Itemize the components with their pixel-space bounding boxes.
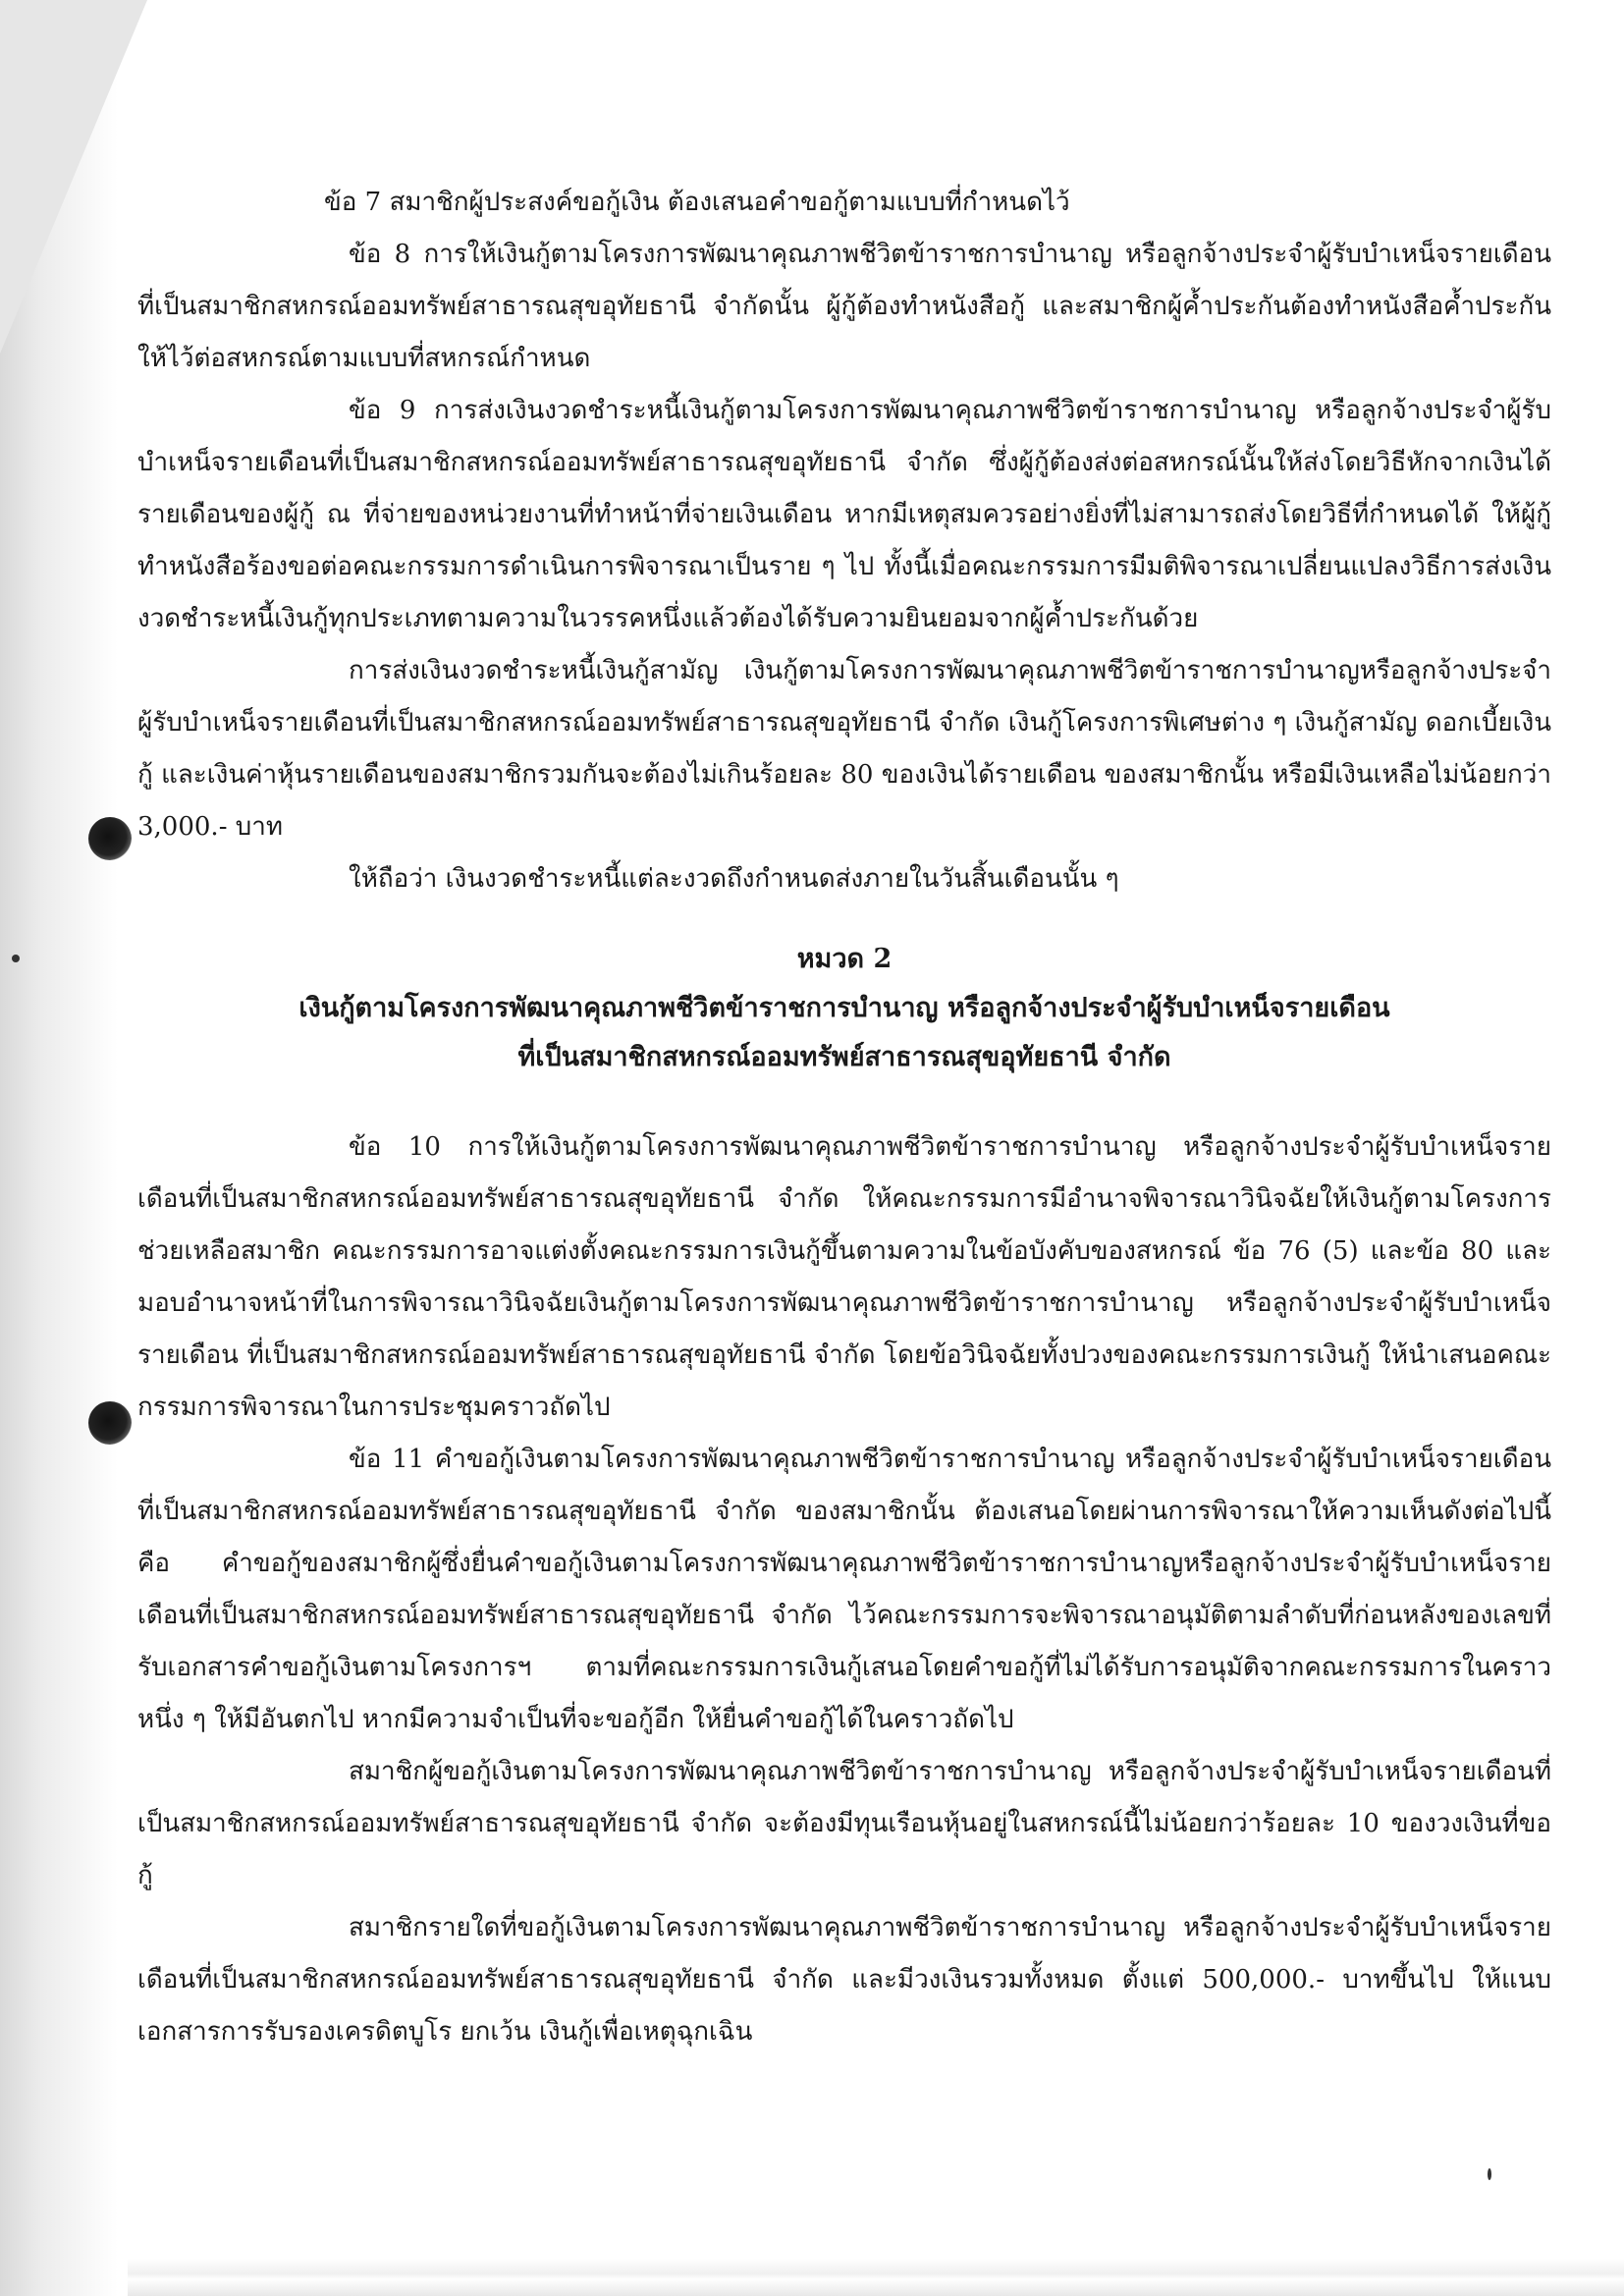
chapter-number: หมวด 2 xyxy=(796,944,893,974)
clause-8: ข้อ 8 การให้เงินกู้ตามโครงการพัฒนาคุณภาพชีวิตข้าราชการบำนาญ หรือลูกจ้างประจำผู้รับบำเหน็จรายเดือนที่เป็นสมาชิกสหกรณ์ออมทรัพย์สาธารณสุขอุทัยธานี จำกัดนั้น ผู้กู้ต้องทำหนังสือกู้ และสมาชิกผู้ค้ำประกันต้องทำหนังสือค้ำประกันให้ไว้ต่อสหกรณ์ตามแบบที่สหกรณ์กำหนด xyxy=(137,240,1551,373)
page-stack-edge xyxy=(128,2259,1624,2296)
chapter-heading xyxy=(137,935,1551,1082)
scan-speck xyxy=(12,955,20,962)
clause-11: ข้อ 11 คำขอกู้เงินตามโครงการพัฒนาคุณภาพชีวิตข้าราชการบำนาญ หรือลูกจ้างประจำผู้รับบำเหน็จรายเดือนที่เป็นสมาชิกสหกรณ์ออมทรัพย์สาธารณสุขอุทัยธานี จำกัด ของสมาชิกนั้น ต้องเสนอโดยผ่านการพิจารณาให้ความเห็นดังต่อไปนี้ คือ คำขอกู้ของสมาชิกผู้ซึ่งยื่นคำขอกู้เงินตามโครงการพัฒนาคุณภาพชีวิตข้าราชการบำนาญหรือลูกจ้างประจำผู้รับบำเหน็จรายเดือนที่เป็นสมาชิกสหกรณ์ออมทรัพย์สาธารณสุขอุทัยธานี จำกัด ไว้คณะกรรมการจะพิจารณาอนุมัติตามลำดับที่ก่อนหลังของเลขที่รับเอกสารคำขอกู้เงินตามโครงการฯ ตามที่คณะกรรมการเงินกู้เสนอโดยคำขอกู้ที่ไม่ได้รับการอนุมัติจากคณะกรรมการในคราวหนึ่ง ๆ ให้มีอันตกไป หากมีความจำเป็นที่จะขอกู้อีก ให้ยื่นคำขอกู้ได้ในคราวถัดไป xyxy=(137,1445,1551,1734)
clause-10: ข้อ 10 การให้เงินกู้ตามโครงการพัฒนาคุณภาพชีวิตข้าราชการบำนาญ หรือลูกจ้างประจำผู้รับบำเหน็จรายเดือนที่เป็นสมาชิกสหกรณ์ออมทรัพย์สาธารณสุขอุทัยธานี จำกัด ให้คณะกรรมการมีอำนาจพิจารณาวินิจฉัยให้เงินกู้ตามโครงการช่วยเหลือสมาชิก คณะกรรมการอาจแต่งตั้งคณะกรรมการเงินกู้ขึ้นตามความในข้อบังคับของสหกรณ์ ข้อ 76 (5) และข้อ 80 และมอบอำนาจหน้าที่ในการพิจารณาวินิจฉัยเงินกู้ตามโครงการพัฒนาคุณภาพชีวิตข้าราชการบำนาญ หรือลูกจ้างประจำผู้รับบำเหน็จรายเดือน ที่เป็นสมาชิกสหกรณ์ออมทรัพย์สาธารณสุขอุทัยธานี จำกัด โดยข้อวินิจฉัยทั้งปวงของคณะกรรมการเงินกู้ ให้นำเสนอคณะกรรมการพิจารณาในการประชุมคราวถัดไป xyxy=(137,1132,1551,1422)
corner-fold xyxy=(0,0,147,354)
clause-11-paragraph-2: สมาชิกผู้ขอกู้เงินตามโครงการพัฒนาคุณภาพชีวิตข้าราชการบำนาญ หรือลูกจ้างประจำผู้รับบำเหน็จรายเดือนที่เป็นสมาชิกสหกรณ์ออมทรัพย์สาธารณสุขอุทัยธานี จำกัด จะต้องมีทุนเรือนหุ้นอยู่ในสหกรณ์นี้ไม่น้อยกว่าร้อยละ 10 ของวงเงินที่ขอกู้ xyxy=(137,1757,1551,1890)
scan-speck xyxy=(1488,2168,1491,2180)
clause-9: ข้อ 9 การส่งเงินงวดชำระหนี้เงินกู้ตามโครงการพัฒนาคุณภาพชีวิตข้าราชการบำนาญ หรือลูกจ้างประจำผู้รับบำเหน็จรายเดือนที่เป็นสมาชิกสหกรณ์ออมทรัพย์สาธารณสุขอุทัยธานี จำกัด ซึ่งผู้กู้ต้องส่งต่อสหกรณ์นั้นให้ส่งโดยวิธีหักจากเงินได้รายเดือนของผู้กู้ ณ ที่จ่ายของหน่วยงานที่ทำหน้าที่จ่ายเงินเดือน หากมีเหตุสมควรอย่างยิ่งที่ไม่สามารถส่งโดยวิธีที่กำหนดได้ ให้ผู้กู้ทำหนังสือร้องขอต่อคณะกรรมการดำเนินการพิจารณาเป็นราย ๆ ไป ทั้งนี้เมื่อคณะกรรมการมีมติพิจารณาเปลี่ยนแปลงวิธีการส่งเงินงวดชำระหนี้เงินกู้ทุกประเภทตามความในวรรคหนึ่งแล้วต้องได้รับความยินยอมจากผู้ค้ำประกันด้วย xyxy=(137,396,1551,633)
document-page xyxy=(137,177,1551,2058)
punch-hole-top xyxy=(88,817,132,860)
chapter-title-line-1: เงินกู้ตามโครงการพัฒนาคุณภาพชีวิตข้าราชการบำนาญ หรือลูกจ้างประจำผู้รับบำเหน็จรายเดือน xyxy=(298,993,1390,1023)
punch-hole-bottom xyxy=(88,1401,132,1445)
clause-9-paragraph-2: การส่งเงินงวดชำระหนี้เงินกู้สามัญ เงินกู้ตามโครงการพัฒนาคุณภาพชีวิตข้าราชการบำนาญหรือลูกจ้างประจำผู้รับบำเหน็จรายเดือนที่เป็นสมาชิกสหกรณ์ออมทรัพย์สาธารณสุขอุทัยธานี จำกัด เงินกู้โครงการพิเศษต่าง ๆ เงินกู้สามัญ ดอกเบี้ยเงินกู้ และเงินค่าหุ้นรายเดือนของสมาชิกรวมกันจะต้องไม่เกินร้อยละ 80 ของเงินได้รายเดือน ของสมาชิกนั้น หรือมีเงินเหลือไม่น้อยกว่า 3,000.- บาท xyxy=(137,656,1551,842)
clause-11-paragraph-3: สมาชิกรายใดที่ขอกู้เงินตามโครงการพัฒนาคุณภาพชีวิตข้าราชการบำนาญ หรือลูกจ้างประจำผู้รับบำเหน็จรายเดือนที่เป็นสมาชิกสหกรณ์ออมทรัพย์สาธารณสุขอุทัยธานี จำกัด และมีวงเงินรวมทั้งหมด ตั้งแต่ 500,000.- บาทขึ้นไป ให้แนบเอกสารการรับรองเครดิตบูโร ยกเว้น เงินกู้เพื่อเหตุฉุกเฉิน xyxy=(137,1913,1551,2047)
clause-9-paragraph-3: ให้ถือว่า เงินงวดชำระหนี้แต่ละงวดถึงกำหนดส่งภายในวันสิ้นเดือนนั้น ๆ xyxy=(349,864,1119,894)
chapter-title-line-2: ที่เป็นสมาชิกสหกรณ์ออมทรัพย์สาธารณสุขอุทัยธานี จำกัด xyxy=(517,1042,1171,1072)
clause-7: ข้อ 7 สมาชิกผู้ประสงค์ขอกู้เงิน ต้องเสนอคำขอกู้ตามแบบที่กำหนดไว้ xyxy=(324,188,1070,217)
